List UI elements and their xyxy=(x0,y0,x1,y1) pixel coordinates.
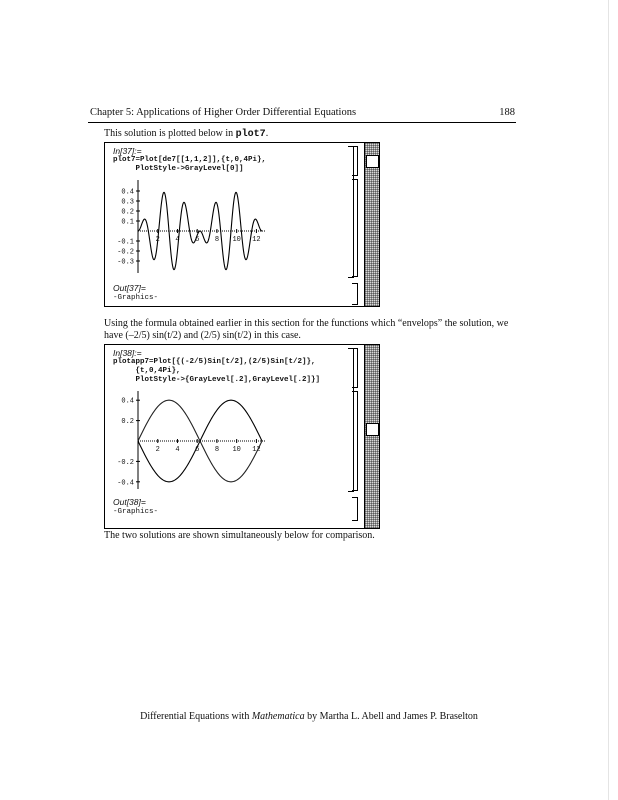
x-tick-label: 12 xyxy=(252,446,261,454)
page-number: 188 xyxy=(499,107,515,118)
code-line-2[interactable]: PlotStyle->GrayLevel[0]] xyxy=(113,165,244,173)
x-tick-label: 4 xyxy=(175,236,180,244)
plot7-graphic xyxy=(105,177,360,277)
output-cell-bracket-1[interactable] xyxy=(352,283,358,305)
notebook-window-1[interactable] xyxy=(104,142,380,307)
y-tick-label: -0.4 xyxy=(117,479,134,488)
graphics-output-1: -Graphics- xyxy=(113,294,159,302)
chapter-title: Chapter 5: Applications of Higher Order Differential Equations xyxy=(90,107,357,118)
y-tick-label: 0.1 xyxy=(121,218,134,227)
in-label-37: In[37]:= xyxy=(113,146,142,156)
y-tick-label: -0.1 xyxy=(117,238,134,247)
output-cell-bracket-2[interactable] xyxy=(352,497,358,521)
graphics-output-2: -Graphics- xyxy=(113,508,159,516)
intro-paragraph xyxy=(104,128,268,141)
envelope-paragraph xyxy=(104,318,508,342)
envelope-line-2: have (–2/5) sin(t/2) and (2/5) sin(t/2) in this case. xyxy=(104,330,301,341)
x-tick-label: 2 xyxy=(155,446,160,454)
code-line-1[interactable]: plot7=Plot[de7[[1,1,2]],{t,0,4Pi}, xyxy=(113,156,267,164)
x-tick-label: 6 xyxy=(195,236,200,244)
plotapp7-graphic xyxy=(105,389,360,494)
y-tick-label: 0.2 xyxy=(121,418,134,427)
out-label-38: Out[38]= xyxy=(113,497,146,507)
envelope-line-1: Using the formula obtained earlier in this section for the functions which “envelops” the solution, we xyxy=(104,318,509,329)
x-tick-label: 8 xyxy=(214,446,220,454)
notebook-window-2[interactable] xyxy=(104,344,380,529)
out-label-37: Out[37]= xyxy=(113,283,146,293)
y-tick-label: -0.2 xyxy=(117,458,134,467)
notebook-content-1 xyxy=(105,143,364,306)
graphics-cell-bracket-2[interactable] xyxy=(352,391,358,491)
x-tick-label: 8 xyxy=(214,236,220,244)
code2-line-1[interactable]: plotapp7=Plot[{(-2/5)Sin[t/2],(2/5)Sin[t/2]}, xyxy=(113,358,316,366)
y-tick-label: 0.4 xyxy=(121,397,134,406)
x-tick-label: 2 xyxy=(155,236,160,244)
header-rule xyxy=(88,122,516,123)
comparison-paragraph: The two solutions are shown simultaneously below for comparison. xyxy=(104,530,375,541)
graphics-cell-bracket-1[interactable] xyxy=(352,179,358,277)
x-tick-label: 10 xyxy=(232,446,241,454)
scroll-thumb-2[interactable] xyxy=(366,423,379,436)
intro-text: This solution is plotted below in xyxy=(104,128,236,139)
x-tick-label: 6 xyxy=(195,446,200,454)
y-tick-label: 0.4 xyxy=(121,188,134,197)
scroll-thumb-1[interactable] xyxy=(366,155,379,168)
intro-code: plot7 xyxy=(235,129,266,140)
page-footer xyxy=(0,711,618,722)
footer-suffix: by Martha L. Abell and James P. Braselton xyxy=(304,711,478,722)
scrollbar-1[interactable] xyxy=(364,143,379,306)
code2-line-2[interactable]: {t,0,4Pi}, xyxy=(113,367,181,375)
scrollbar-2[interactable] xyxy=(364,345,379,528)
footer-prefix: Differential Equations with xyxy=(140,711,252,722)
footer-italic: Mathematica xyxy=(251,711,305,722)
y-tick-label: -0.3 xyxy=(117,258,134,267)
code2-line-3[interactable]: PlotStyle->{GrayLevel[.2],GrayLevel[.2]}] xyxy=(113,376,321,384)
x-tick-label: 4 xyxy=(175,446,180,454)
x-tick-label: 10 xyxy=(232,236,241,244)
y-tick-label: -0.2 xyxy=(117,248,134,257)
x-tick-label: 12 xyxy=(252,236,261,244)
page-edge xyxy=(608,0,609,800)
in-label-38: In[38]:= xyxy=(113,348,142,358)
notebook-content-2 xyxy=(105,345,364,528)
y-tick-label: 0.3 xyxy=(121,198,134,207)
y-tick-label: 0.2 xyxy=(121,208,134,217)
intro-end: . xyxy=(265,128,269,139)
